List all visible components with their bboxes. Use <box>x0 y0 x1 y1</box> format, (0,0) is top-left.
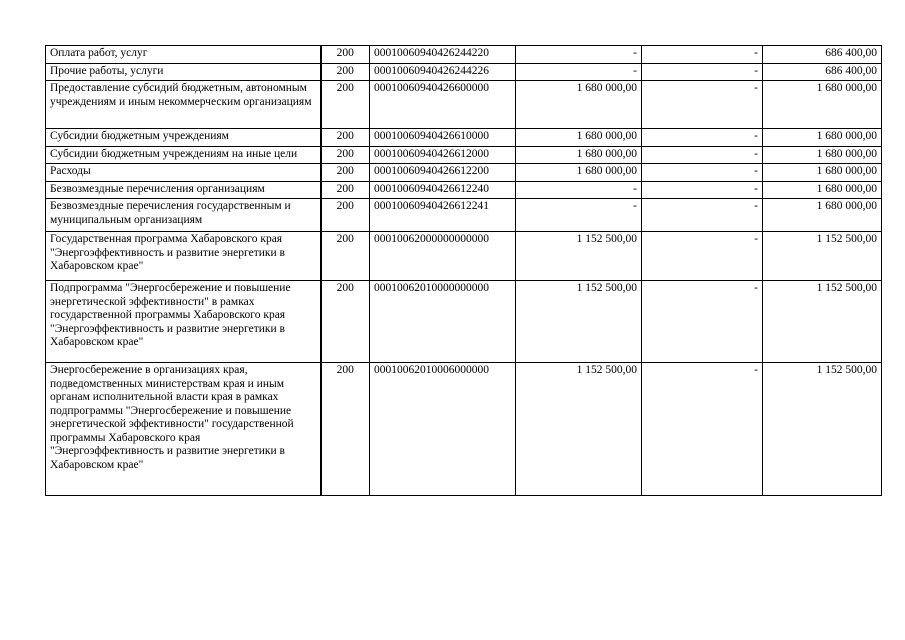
table-row <box>46 181 882 199</box>
row-code: 200 <box>321 164 370 182</box>
row-code: 200 <box>321 129 370 147</box>
row-code: 200 <box>321 199 370 232</box>
row-kbk: 00010060940426612000 <box>370 146 516 164</box>
row-unexecuted: 1 680 000,00 <box>763 164 882 182</box>
row-code: 200 <box>321 63 370 81</box>
row-kbk: 00010060940426612240 <box>370 181 516 199</box>
row-unexecuted: 1 680 000,00 <box>763 81 882 129</box>
row-executed: - <box>642 281 763 363</box>
row-unexecuted: 1 680 000,00 <box>763 181 882 199</box>
row-approved: - <box>516 63 642 81</box>
row-approved: 1 680 000,00 <box>516 164 642 182</box>
row-name: Подпрограмма "Энергосбережение и повышение энергетической эффективности" в рамках государственной программы Хабаровского края "Энергоэффективность и развитие энергетики в Хабаровском крае" <box>46 281 321 363</box>
row-approved: 1 152 500,00 <box>516 232 642 281</box>
row-executed: - <box>642 146 763 164</box>
row-executed: - <box>642 181 763 199</box>
row-unexecuted: 1 680 000,00 <box>763 129 882 147</box>
row-approved: 1 680 000,00 <box>516 81 642 129</box>
row-unexecuted: 1 152 500,00 <box>763 232 882 281</box>
row-executed: - <box>642 81 763 129</box>
row-executed: - <box>642 363 763 496</box>
row-kbk: 00010060940426600000 <box>370 81 516 129</box>
row-name: Предоставление субсидий бюджетным, автономным учреждениям и иным некоммерческим организациям <box>46 81 321 129</box>
table-row <box>46 164 882 182</box>
table-row <box>46 129 882 147</box>
row-approved: 1 680 000,00 <box>516 146 642 164</box>
row-executed: - <box>642 129 763 147</box>
row-kbk: 00010060940426612241 <box>370 199 516 232</box>
row-code: 200 <box>321 281 370 363</box>
budget-execution-table <box>45 45 882 496</box>
row-executed: - <box>642 232 763 281</box>
table-row <box>46 146 882 164</box>
row-code: 200 <box>321 46 370 64</box>
row-unexecuted: 1 680 000,00 <box>763 146 882 164</box>
table-row <box>46 46 882 64</box>
row-name: Энергосбережение в организациях края, подведомственных министерствам края и иным органам исполнительной власти края в рамках подпрограммы "Энергосбережение и повышение энергетической эффективности" государственной программы Хабаровского края "Энергоэффективность и развитие энергетики в Хабаровском крае" <box>46 363 321 496</box>
row-approved: 1 152 500,00 <box>516 363 642 496</box>
table-row <box>46 63 882 81</box>
row-kbk: 00010060940426610000 <box>370 129 516 147</box>
row-code: 200 <box>321 232 370 281</box>
row-kbk: 00010062000000000000 <box>370 232 516 281</box>
row-name: Государственная программа Хабаровского края "Энергоэффективность и развитие энергетики в Хабаровском крае" <box>46 232 321 281</box>
row-approved: - <box>516 181 642 199</box>
row-code: 200 <box>321 81 370 129</box>
row-name: Оплата работ, услуг <box>46 46 321 64</box>
row-name: Субсидии бюджетным учреждениям <box>46 129 321 147</box>
row-kbk: 00010062010006000000 <box>370 363 516 496</box>
row-approved: 1 152 500,00 <box>516 281 642 363</box>
row-kbk: 00010062010000000000 <box>370 281 516 363</box>
row-kbk: 00010060940426612200 <box>370 164 516 182</box>
table-row <box>46 363 882 496</box>
row-executed: - <box>642 164 763 182</box>
row-code: 200 <box>321 146 370 164</box>
table-row <box>46 81 882 129</box>
row-name: Прочие работы, услуги <box>46 63 321 81</box>
table-body <box>46 46 882 496</box>
table-row <box>46 232 882 281</box>
row-code: 200 <box>321 363 370 496</box>
row-name: Расходы <box>46 164 321 182</box>
row-unexecuted: 1 152 500,00 <box>763 281 882 363</box>
row-name: Субсидии бюджетным учреждениям на иные цели <box>46 146 321 164</box>
table-row <box>46 199 882 232</box>
row-approved: - <box>516 199 642 232</box>
row-approved: - <box>516 46 642 64</box>
row-kbk: 00010060940426244226 <box>370 63 516 81</box>
row-name: Безвозмездные перечисления государственным и муниципальным организациям <box>46 199 321 232</box>
row-code: 200 <box>321 181 370 199</box>
table-row <box>46 281 882 363</box>
row-name: Безвозмездные перечисления организациям <box>46 181 321 199</box>
row-executed: - <box>642 46 763 64</box>
row-executed: - <box>642 199 763 232</box>
row-kbk: 00010060940426244220 <box>370 46 516 64</box>
row-executed: - <box>642 63 763 81</box>
row-approved: 1 680 000,00 <box>516 129 642 147</box>
row-unexecuted: 686 400,00 <box>763 63 882 81</box>
row-unexecuted: 686 400,00 <box>763 46 882 64</box>
row-unexecuted: 1 680 000,00 <box>763 199 882 232</box>
row-unexecuted: 1 152 500,00 <box>763 363 882 496</box>
